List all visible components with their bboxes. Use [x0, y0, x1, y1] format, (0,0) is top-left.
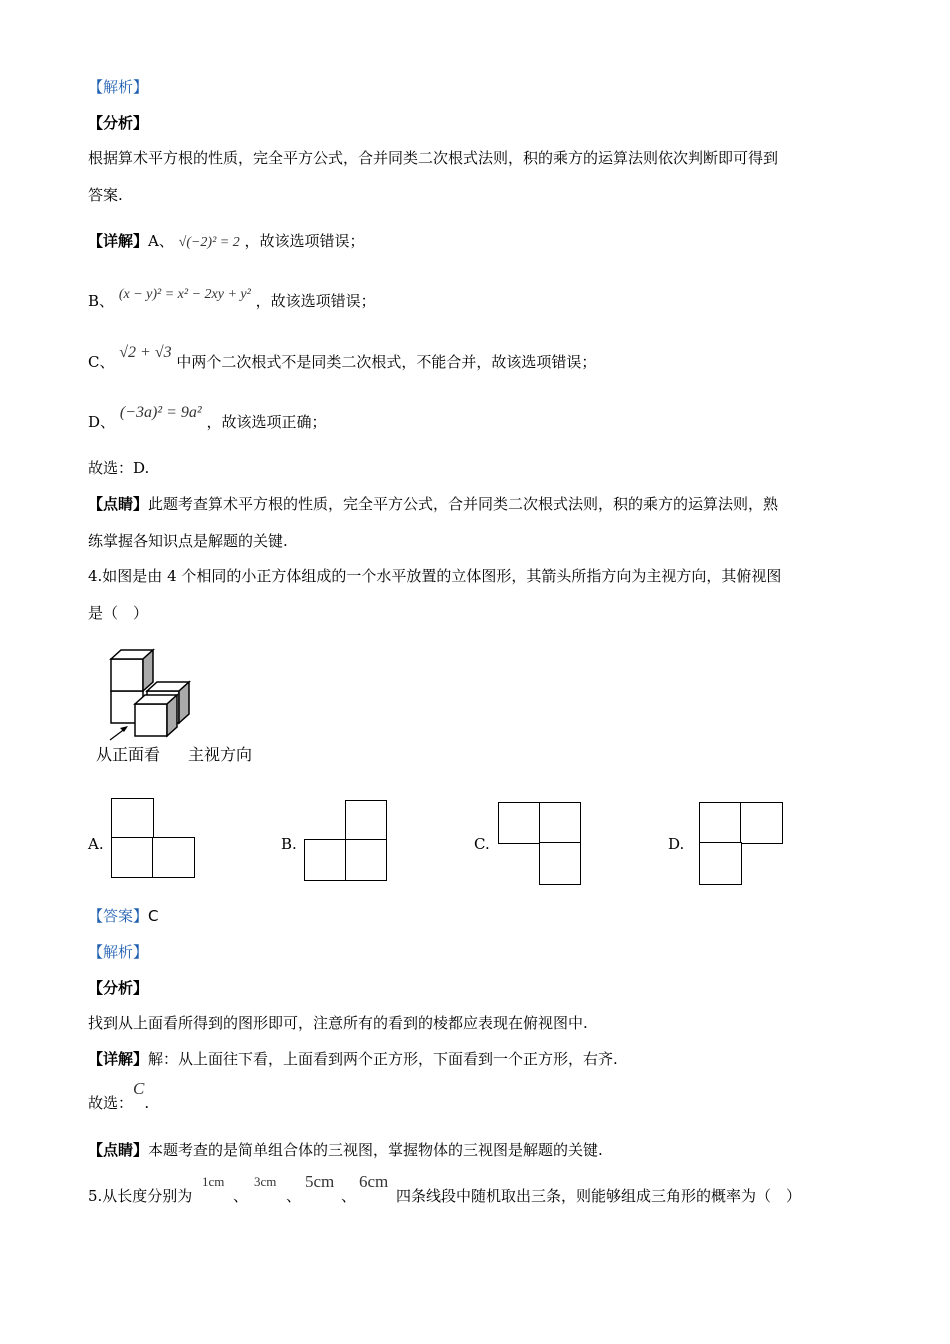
q5-sep-3: 、	[341, 1187, 357, 1205]
option-c-prefix: C、	[88, 353, 115, 371]
option-d-prefix: D、	[88, 413, 116, 431]
answer-tag: 【答案】	[88, 907, 149, 925]
option-c-square	[498, 802, 541, 844]
q4-answer	[88, 906, 159, 926]
q4-guxuan-suffix: .	[144, 1094, 150, 1112]
option-d-square	[699, 802, 742, 844]
q5-length-3: 5cm	[305, 1172, 335, 1191]
q5-length-4: 6cm	[359, 1172, 389, 1191]
guxuan-1: 故选：D.	[88, 459, 150, 477]
q5-sep-1: 、	[233, 1187, 249, 1205]
q4-jiexi-tag: 【解析】	[88, 943, 149, 961]
option-b-suffix: ，故该选项错误；	[255, 292, 376, 310]
q4-stem-2: 是（ ）	[88, 604, 149, 622]
q4-guxuan-prefix: 故选：	[88, 1094, 134, 1112]
dianjing-1	[88, 494, 778, 514]
option-d-square	[740, 802, 783, 844]
option-b-square	[345, 839, 387, 881]
jiexi-tag: 【解析】	[88, 78, 149, 96]
option-b-square	[345, 800, 387, 841]
q4-dianjing-text: 本题考查的是简单组合体的三视图，掌握物体的三视图是解题的关键.	[148, 1141, 603, 1159]
xiangjie-a	[88, 231, 365, 253]
option-c-math: √2 + √3	[119, 344, 172, 361]
fenxi-text-2: 答案.	[88, 186, 123, 204]
xiangjie-tag: 【详解】	[88, 232, 149, 250]
q4-xiangjie-text: 解：从上面往下看，上面看到两个正方形，下面看到一个正方形，右齐.	[148, 1050, 618, 1068]
xiangjie-c	[88, 344, 597, 373]
option-b-square	[304, 839, 347, 881]
option-d-math: (−3a)² = 9a²	[119, 404, 202, 421]
option-a-square	[111, 837, 154, 878]
option-d-suffix: ，故该选项正确；	[206, 413, 327, 431]
cube-figure	[92, 645, 212, 745]
dianjing-tag: 【点睛】	[88, 495, 149, 513]
option-a-math: √(−2)² = 2	[178, 235, 240, 250]
q4-fenxi-tag: 【分析】	[88, 979, 149, 997]
option-a-prefix: A、	[148, 232, 174, 250]
option-c-square	[539, 842, 581, 885]
option-a-label: A.	[88, 835, 104, 853]
option-b-label: B.	[281, 835, 297, 853]
fenxi-text-1: 根据算术平方根的性质，完全平方公式，合并同类二次根式法则，积的乘方的运算法则依次判断即可得到	[88, 149, 779, 167]
option-a-square	[152, 837, 195, 878]
q4-dianjing-tag: 【点睛】	[88, 1141, 149, 1159]
q4-stem-1: 4.如图是由 4 个相同的小正方体组成的一个水平放置的立体图形，其箭头所指方向为主视方向，其俯视图	[88, 567, 782, 585]
xiangjie-b	[88, 287, 376, 313]
q4-dianjing	[88, 1140, 603, 1160]
option-a-suffix: ，故该选项错误；	[244, 232, 365, 250]
q4-xiangjie	[88, 1049, 618, 1069]
q5-length-1: 1cm	[202, 1174, 225, 1189]
q4-fenxi-text: 找到从上面看所得到的图形即可，注意所有的看到的棱都应表现在俯视图中.	[88, 1014, 588, 1032]
option-c-suffix: 中两个二次根式不是同类二次根式，不能合并，故该选项错误；	[176, 353, 597, 371]
option-c-label: C.	[474, 835, 490, 853]
option-b-math: (x − y)² = x² − 2xy + y²	[118, 287, 251, 302]
dianjing-text-1: 此题考查算术平方根的性质，完全平方公式，合并同类二次根式法则，积的乘方的运算法则，熟	[148, 495, 779, 513]
option-d-label: D.	[668, 835, 685, 853]
q5-length-2: 3cm	[254, 1174, 277, 1189]
xiangjie-d	[88, 404, 327, 433]
fenxi-tag: 【分析】	[88, 114, 149, 132]
q5-stem-prefix: 5.从长度分别为	[88, 1187, 193, 1205]
q5-sep-2: 、	[286, 1187, 302, 1205]
option-a-square	[111, 798, 154, 839]
option-d-square	[699, 842, 742, 885]
q4-guxuan	[88, 1079, 150, 1113]
dianjing-text-2: 练掌握各知识点是解题的关键.	[88, 532, 288, 550]
q5-stem-suffix: 四条线段中随机取出三条，则能够组成三角形的概率为（ ）	[396, 1187, 802, 1205]
option-c-square	[539, 802, 581, 844]
q4-xiangjie-tag: 【详解】	[88, 1050, 149, 1068]
option-b-prefix: B、	[88, 292, 115, 310]
figure-caption-direction: 主视方向	[188, 745, 253, 764]
q4-guxuan-math: C	[133, 1079, 145, 1098]
figure-caption-front: 从正面看	[96, 745, 161, 764]
answer-value: C	[148, 907, 159, 925]
